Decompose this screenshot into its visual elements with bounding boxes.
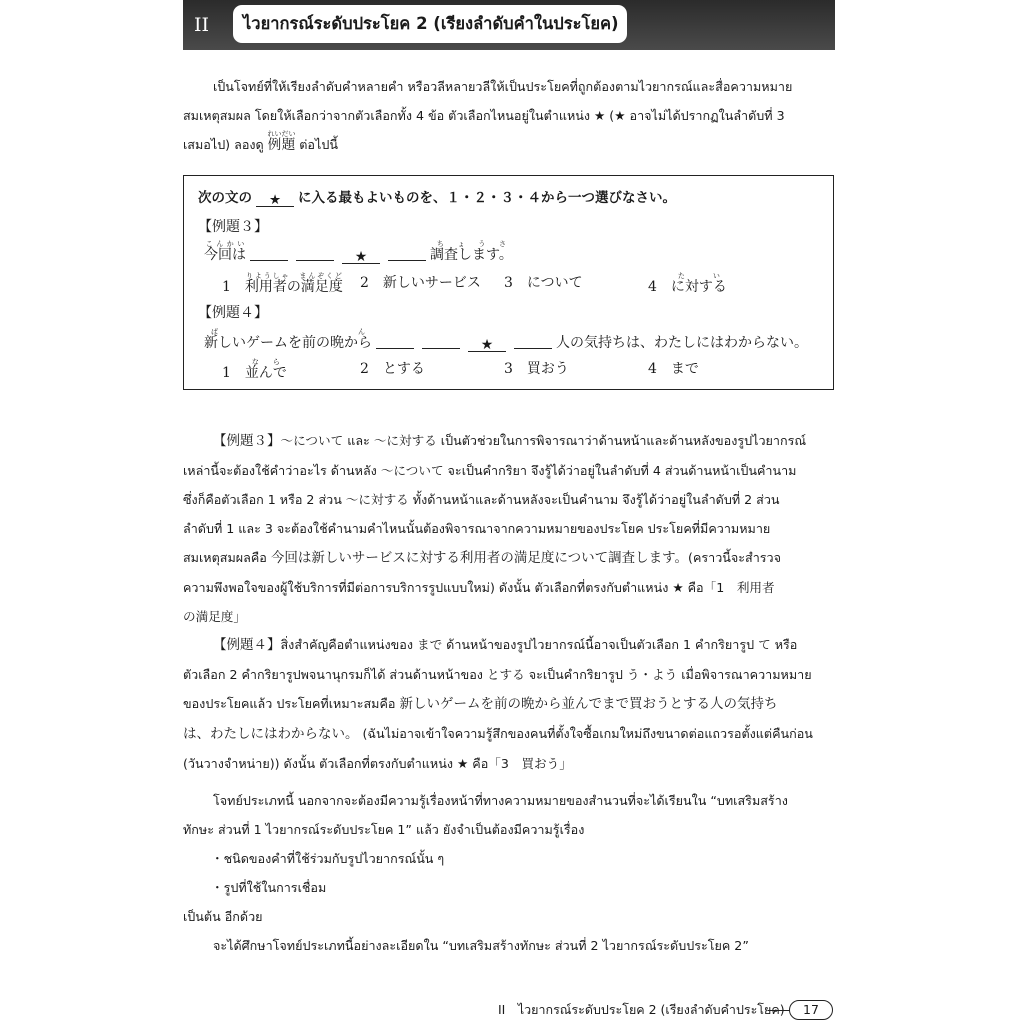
example4-option-3: 3 買おう <box>504 361 569 377</box>
intro-line-1: เป็นโจทย์ที่ให้เรียงลำดับคำหลายคำ หรือวลีหลายวลีให้เป็นประโยคที่ถูกต้องตามไวยากรณ์และสื่อความหมาย <box>213 79 793 94</box>
blank-2 <box>422 334 460 349</box>
question-box <box>183 175 834 390</box>
star-blank: ★ <box>256 192 294 207</box>
blank-4 <box>514 334 552 349</box>
example4-option-4: 4 まで <box>648 361 699 377</box>
page-title: ไวยากรณ์ระดับประโยค 2 (เรียงลำดับคำในประโยค) <box>233 5 627 43</box>
blank-2 <box>296 246 334 261</box>
example-term: 例題れいだい <box>267 130 296 153</box>
closing-paragraph: โจทย์ประเภทนี้ นอกจากจะต้องมีความรู้เรื่องหน้าที่ทางความหมายของสำนวนที่จะได้เรียนใน “บทเสริมสร้าง ทักษะ ส่วนที่ 1 ไวยากรณ์ระดับประโยค 1” แล้ว ยังจำเป็นต้องมีความรู้เรื่อง ・ชนิดของคำที่ใช้ร่วมกับรูปไวยากรณ์นั้น ๆ ・รูปที่ใช้ในการเชื่อม เป็นต้น อีกด้วย จะได้ศึกษาโจทย์ประเภทนี้อย่างละเอียดใน “บทเสริมสร้างทักษะ ส่วนที่ 2 ไวยากรณ์ระดับประโยค 2” <box>183 786 835 960</box>
footer-divider <box>768 1010 790 1011</box>
example3-option-3: 3 について <box>504 275 583 291</box>
intro-line-2: สมเหตุสมผล โดยให้เลือกว่าจากตัวเลือกทั้ง 4 ข้อ ตัวเลือกไหนอยู่ในตำแหน่ง ★ (★ อาจไม่ได้ปรากฏในลำดับที่ 3 <box>183 108 785 123</box>
star-blank: ★ <box>468 337 506 352</box>
blank-1 <box>250 246 288 261</box>
page-number: 17 <box>789 1000 833 1020</box>
example3-sentence: 今回はこんかい★ 調査します。ちょうさ <box>204 240 513 265</box>
intro-line-3: เสมอไป) ลองดู 例題れいだい ต่อไปนี้ <box>183 130 338 153</box>
blank-1 <box>376 334 414 349</box>
example3-option-4: 4 に対するたい <box>648 272 727 295</box>
explanation-4: 【例題４】สิ่งสำคัญคือตำแหน่งของ まで ด้านหน้าของรูปไวยากรณ์นี้อาจเป็นตัวเลือก 1 คำกริยารูป て หรือ ตัวเลือก 2 คำกริยารูปพจนานุกรมก็ได้ ส่วนด้านหน้าของ とする จะเป็นคำกริยารูป う・よう เมื่อพิจารณาความหมาย ของประโยคแล้ว ประโยคที่เหมาะสมคือ 新しいゲームを前の晩から並んでまで買おうとする人の気持ち は、わたしにはわからない。 (ฉันไม่อาจเข้าใจความรู้สึกของคนที่ตั้งใจซื้อเกมใหม่ถึงขนาดต่อแถวรอตั้งแต่คืนก่อน (วันวางจำหน่าย)) ดังนั้น ตัวเลือกที่ตรงกับตำแหน่ง ★ คือ「3 買おう」 <box>183 637 813 771</box>
example4-option-1: 1 並んでなら <box>222 358 287 381</box>
explanation-3: 【例題３】〜について และ 〜に対する เป็นตัวช่วยในการพิจารณาว่าด้านหน้าและด้านหลังของรูปไวยากรณ์ เหล่านี้จะต้องใช้คำว่าอะไร ด้านหลัง 〜について จะเป็นคำกริยา จึงรู้ได้ว่าอยู่ในลำดับที่ 4 ส่วนด้านหน้าเป็นคำนาม ซึ่งก็คือตัวเลือก 1 หรือ 2 ส่วน 〜に対する ทั้งด้านหน้าและด้านหลังจะเป็นคำนาม จึงรู้ได้ว่าอยู่ในลำดับที่ 2 ส่วน ลำดับที่ 1 และ 3 จะต้องใช้คำนามคำไหนนั้นต้องพิจารณาจากความหมายของประโยค ประโยคที่มีความหมาย สมเหตุสมผลคือ 今回は新しいサービスに対する利用者の満足度について調査します。(คราวนี้จะสำรวจ ความพึงพอใจของผู้ใช้บริการที่มีต่อการบริการรูปแบบใหม่) ดังนั้น ตัวเลือกที่ตรงกับตำแหน่ง ★ คือ「1 利用者 の満足度」 <box>183 433 807 624</box>
section-number: II <box>194 14 210 36</box>
bullet-item: ・ชนิดของคำที่ใช้ร่วมกับรูปไวยากรณ์นั้น ๆ <box>211 851 445 866</box>
explanation4-label: 【例題４】 <box>213 637 281 653</box>
example4-sentence: 新しいゲームを前の晩からばん★ 人の気持ちは、わたしにはわからない。 <box>204 328 808 353</box>
example3-option-2: 2 新しいサービス <box>360 275 481 291</box>
explanation3-label: 【例題３】 <box>213 433 281 449</box>
instruction-line: 次の文の ★ に入る最もよいものを、１・２・３・４から一つ選びなさい。 <box>198 190 676 208</box>
star-blank: ★ <box>342 249 380 264</box>
bullet-item: ・รูปที่ใช้ในการเชื่อม <box>211 880 327 895</box>
blank-4 <box>388 246 426 261</box>
example4-label: 【例題４】 <box>198 305 268 321</box>
example3-option-1: 1 利用者の満足度りようしゃ まんぞくど <box>222 272 343 295</box>
example3-label: 【例題３】 <box>198 219 268 235</box>
intro-paragraph <box>183 72 835 160</box>
footer-section-title: II ไวยากรณ์ระดับประโยค 2 (เรียงลำดับคำประโยค) <box>498 1002 785 1017</box>
example4-option-2: 2 とする <box>360 361 425 377</box>
